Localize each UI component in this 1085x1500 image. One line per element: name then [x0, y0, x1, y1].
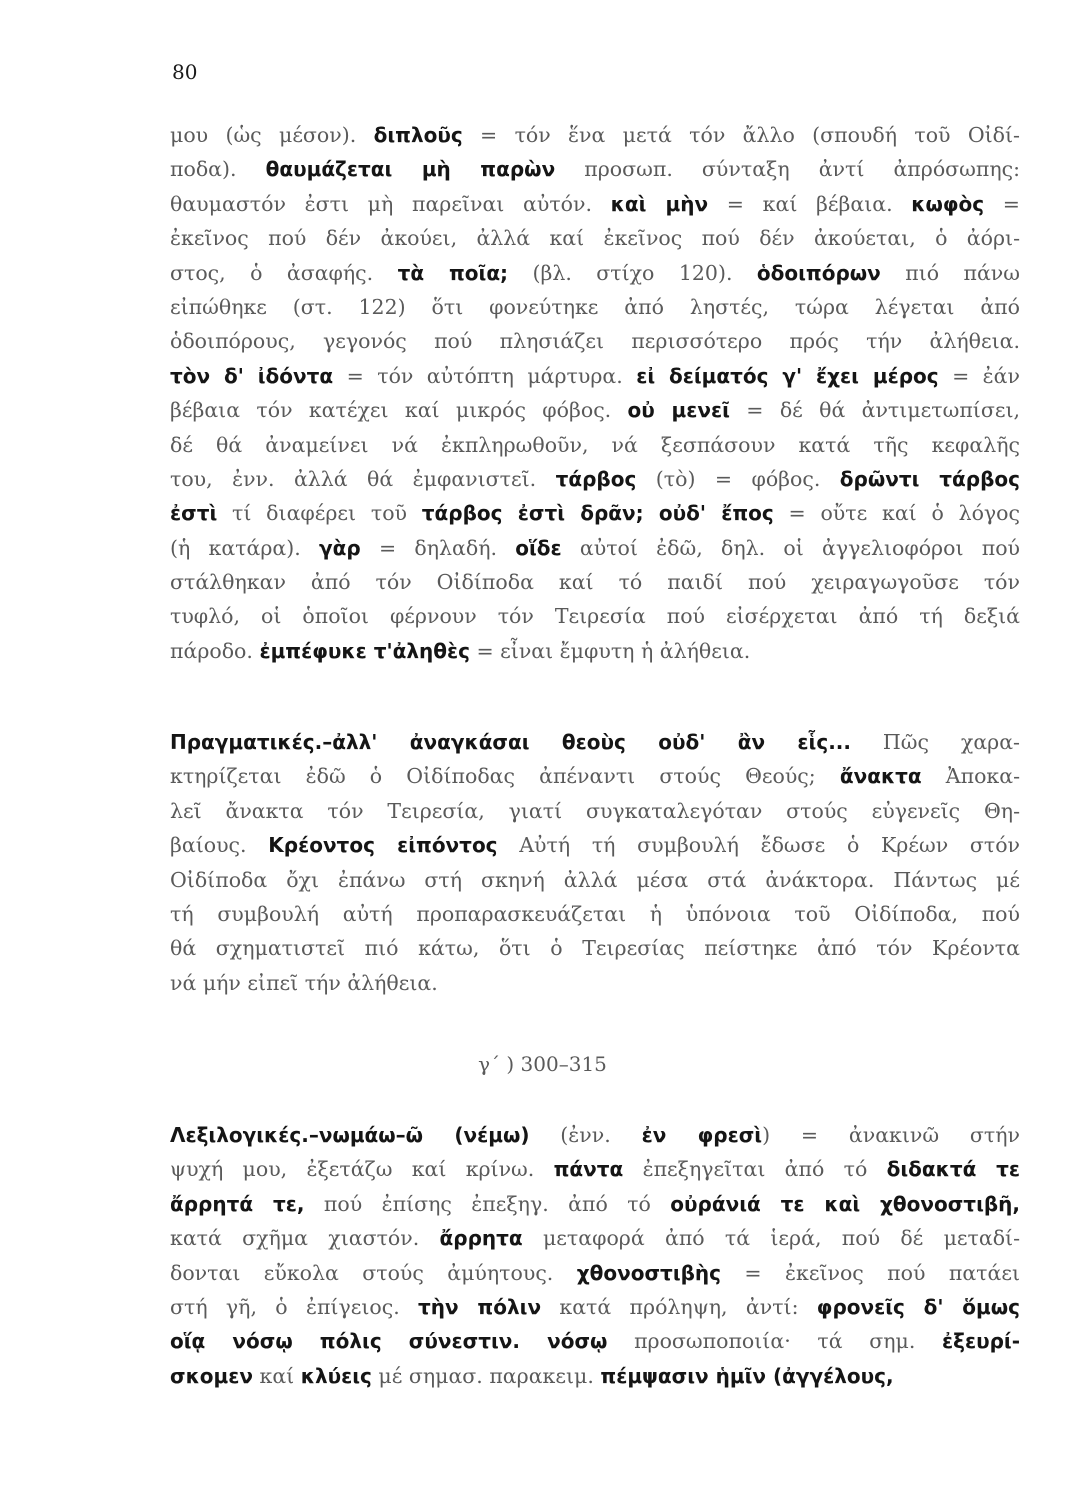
text-run: ἐκεῖνος πού δέν ἀκούει, ἀλλά καί ἐκεῖνος πού δέν ἀκούεται, ὁ ἀόρι- [170, 226, 1020, 251]
text-run: = ἐάν [938, 363, 1020, 388]
section-heading: γ´ ) 300–315 [478, 1052, 607, 1076]
text-run: (βλ. στίχο 120). [508, 260, 757, 285]
text-run: κατά πρόληψη, ἀντί: [541, 1294, 817, 1319]
text-run: = δέ θά ἀντιμετωπίσει, [729, 398, 1020, 423]
text-line [170, 221, 1020, 255]
bold-lemma: πέμψασιν ἡμῖν (ἀγγέλους, [600, 1363, 894, 1388]
text-line [170, 599, 1020, 633]
text-run: νά μήν εἰπεῖ τήν ἀλήθεια. [170, 970, 438, 995]
text-run: αὐτοί ἐδῶ, δηλ. οἱ ἀγγελιοφόροι πού [561, 535, 1020, 560]
text-line [170, 256, 1020, 290]
text-run: μέ σημασ. παρακειμ. [371, 1363, 601, 1388]
bold-lemma: εἰ δείματός γ' ἔχει μέρος [636, 363, 939, 388]
text-line [170, 794, 1020, 828]
text-line [170, 393, 1020, 427]
text-line [170, 324, 1020, 358]
text-run: βαίους. [170, 833, 269, 858]
text-run: Οἰδίποδα ὄχι ἐπάνω στή σκηνή ἀλλά μέσα στά ἀνάκτορα. Πάντως μέ [170, 867, 1020, 892]
text-line [170, 428, 1020, 462]
text-run: προσωποποιία· τά σημ. [607, 1329, 942, 1354]
text-run: = τόν αὐτόπτη μάρτυρα. [333, 363, 637, 388]
text-run: μεταφορά ἀπό τά ἱερά, πού δέ μεταδί- [522, 1226, 1020, 1251]
text-run: = καί βέβαια. [708, 191, 912, 216]
text-run: εἰπώθηκε (στ. 122) ὅτι φονεύτηκε ἀπό ληστές, τώρα λέγεται ἀπό [170, 294, 1020, 319]
text-line [170, 759, 1020, 793]
text-run: στή γῆ, ὁ ἐπίγειος. [170, 1294, 419, 1319]
text-run: (ἡ κατάρα). [170, 535, 320, 560]
text-line [170, 725, 1020, 759]
text-run: ) = ἀνακινῶ στήν [762, 1123, 1020, 1147]
text-line [170, 187, 1020, 221]
bold-lemma: καὶ μὴν [610, 191, 709, 216]
text-run: ποδα). [170, 157, 266, 182]
text-run: = ἐκεῖνος πού πατάει [721, 1260, 1020, 1285]
text-line [170, 931, 1020, 965]
text-run: ἐπεξηγεῖται ἀπό τό [623, 1157, 887, 1182]
text-line [170, 1290, 1020, 1324]
text-run: κτηρίζεται ἐδῶ ὁ Οἰδίποδας ἀπέναντι στούς Θεούς; [170, 764, 840, 789]
text-run: πάροδο. [170, 638, 260, 663]
bold-lemma: σκομεν [170, 1363, 253, 1388]
text-line [170, 1118, 1020, 1152]
bold-lemma: ἄνακτα [839, 764, 922, 789]
text-run: = [984, 191, 1020, 216]
bold-lemma: οὐ μενεῖ [627, 398, 730, 423]
text-run: τί διαφέρει τοῦ [217, 501, 422, 526]
text-line [170, 118, 1020, 152]
text-run: τυφλό, οἱ ὁποῖοι φέρνουν τόν Τειρεσία πού εἰσέρχεται ἀπό τή δεξιά [170, 604, 1020, 629]
bold-lemma: διπλοῦς [373, 123, 463, 147]
bold-lemma: ἐν φρεσὶ [641, 1123, 763, 1147]
bold-lemma: τὴν πόλιν [418, 1294, 542, 1319]
text-line [170, 1324, 1020, 1358]
text-line [170, 828, 1020, 862]
bold-lemma: διδακτά τε [886, 1157, 1020, 1182]
text-line [170, 634, 1020, 668]
bold-lemma: δρῶντι τάρβος [839, 466, 1020, 491]
text-run: = τόν ἕνα μετά τόν ἄλλο (σπουδή τοῦ Οἰδί- [462, 123, 1020, 147]
text-run: Αὐτή τή συμβουλή ἔδωσε ὁ Κρέων στόν [497, 833, 1020, 858]
text-run: του, ἐνν. ἀλλά θά ἐμφανιστεῖ. [170, 466, 556, 491]
bold-lemma: ἄρρητά τε, [170, 1191, 305, 1216]
text-line [170, 1221, 1020, 1255]
text-run: καί [253, 1363, 301, 1388]
commentary-paragraph [170, 725, 1020, 1000]
commentary-paragraph [170, 118, 1020, 668]
bold-lemma: τὰ ποῖα; [397, 260, 509, 285]
bold-lemma: ἐξευρί- [942, 1329, 1020, 1354]
text-line [170, 359, 1020, 393]
text-run: Ἀποκα- [921, 764, 1020, 789]
text-run: θά σχηματιστεῖ πιό κάτω, ὅτι ὁ Τειρεσίας πείστηκε ἀπό τόν Κρέοντα [170, 936, 1020, 961]
text-line [170, 462, 1020, 496]
bold-lemma: ἐμπέφυκε τ'ἀληθὲς [259, 638, 470, 663]
text-run: ὁδοιπόρους, γεγονός πού πλησιάζει περισσότερο πρός τήν ἀλήθεια. [170, 329, 1020, 354]
text-run: = οὔτε καί ὁ λόγος [773, 501, 1020, 526]
text-line [170, 496, 1020, 530]
bold-lemma: κλύεις [300, 1363, 372, 1388]
bold-lemma: ὁδοιπόρων [756, 260, 881, 285]
text-run: = εἶναι ἔμφυτη ἡ ἀλήθεια. [469, 638, 751, 663]
text-run: Πῶς χαρα- [851, 730, 1020, 754]
bold-lemma: ἐστὶ [170, 501, 218, 526]
text-run: θαυμαστόν ἐστι μὴ παρεῖναι αὐτόν. [170, 191, 611, 216]
bold-lemma: τάρβος [555, 466, 637, 491]
text-line [170, 897, 1020, 931]
bold-lemma: Κρέοντος εἰπόντος [268, 833, 498, 858]
text-run: πού ἐπίσης ἐπεξηγ. ἀπό τό [304, 1191, 671, 1216]
text-run: πιό πάνω [880, 260, 1020, 285]
text-line [170, 1256, 1020, 1290]
bold-lemma: τάρβος ἐστὶ δρᾶν; οὐδ' ἔπος [421, 501, 774, 526]
text-line [170, 565, 1020, 599]
bold-lemma: οὐράνιά τε καὶ χθονοστιβῆ, [670, 1191, 1020, 1216]
text-run: ψυχή μου, ἐξετάζω καί κρίνω. [170, 1157, 554, 1182]
bold-lemma: θαυμάζεται μὴ παρὼν [265, 157, 556, 182]
bold-lemma: χθονοστιβὴς [576, 1260, 722, 1285]
commentary-paragraph [170, 1118, 1020, 1393]
bold-lemma: κωφὸς [911, 191, 985, 216]
bold-lemma: ἄρρητα [439, 1226, 523, 1251]
text-run: κατά σχῆμα χιαστόν. [170, 1226, 440, 1251]
text-run: τή συμβουλή αὐτή προπαρασκευάζεται ἡ ὑπόνοια τοῦ Οἰδίποδα, πού [170, 901, 1020, 926]
text-line [170, 531, 1020, 565]
bold-lemma: φρονεῖς δ' ὅμως [816, 1294, 1020, 1319]
bold-lemma: Πραγματικές.–ἀλλ' ἀναγκάσαι θεοὺς οὐδ' ἂν εἷς... [170, 730, 851, 754]
text-run: λεῖ ἄνακτα τόν Τειρεσία, γιατί συγκαταλεγόταν στούς εὐγενεῖς Θη- [170, 798, 1020, 823]
text-line [170, 290, 1020, 324]
bold-lemma: γὰρ [319, 535, 361, 560]
text-run: δονται εὔκολα στούς ἀμύητους. [170, 1260, 577, 1285]
bold-lemma: Λεξιλογικές.–νωμάω–ῶ (νέμω) [170, 1123, 530, 1147]
text-line [170, 1187, 1020, 1221]
text-line [170, 966, 1020, 1000]
text-line [170, 863, 1020, 897]
text-line [170, 152, 1020, 186]
text-run: (τὸ) = φόβος. [636, 466, 840, 491]
bold-lemma: πάντα [553, 1157, 624, 1182]
bold-lemma: οἵᾳ νόσῳ πόλις σύνεστιν. νόσῳ [170, 1329, 608, 1354]
text-line [170, 1152, 1020, 1186]
text-run: δέ θά ἀναμείνει νά ἐκπληρωθοῦν, νά ξεσπάσουν κατά τῆς κεφαλῆς [170, 432, 1020, 457]
bold-lemma: οἵδε [515, 535, 562, 560]
bold-lemma: τὸν δ' ἰδόντα [170, 363, 334, 388]
text-run: στος, ὁ ἀσαφής. [170, 260, 398, 285]
page-number: 80 [172, 60, 198, 84]
text-run: βέβαια τόν κατέχει καί μικρός φόβος. [170, 398, 628, 423]
text-run: (ἐνν. [529, 1123, 642, 1147]
text-run: = δηλαδή. [360, 535, 516, 560]
text-run: στάλθηκαν ἀπό τόν Οἰδίποδα καί τό παιδί πού χειραγωγοῦσε τόν [170, 570, 1020, 595]
text-run: μου (ὡς μέσον). [170, 123, 374, 147]
text-line [170, 1359, 1020, 1393]
text-run: προσωπ. σύνταξη ἀντί ἀπρόσωπης: [555, 157, 1020, 182]
